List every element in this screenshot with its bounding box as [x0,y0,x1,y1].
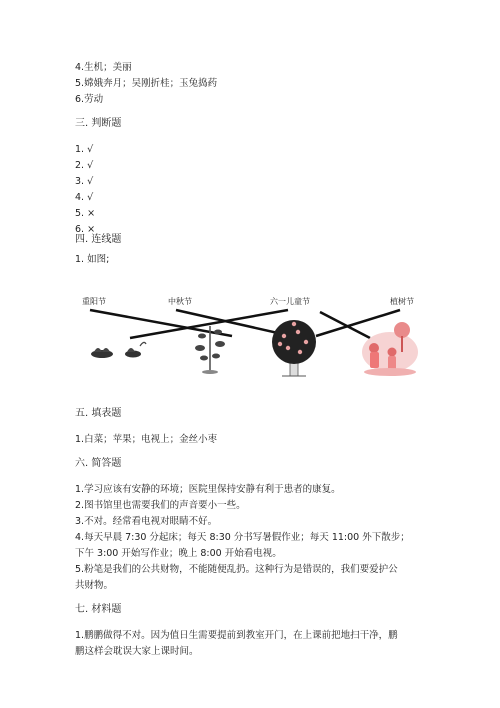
match-line [320,312,370,338]
answer-line: 共财物。 [75,580,114,591]
matching-diagram [70,290,430,390]
label-zhongqiu: 中秋节 [168,297,192,306]
match-line [130,310,288,338]
answer-line: 4.生机；美丽 [75,62,132,73]
answer-line: 1.白菜；苹果；电视上；金丝小枣 [75,434,218,445]
answer-line: 6. × [75,224,96,235]
answer-line: 5.嫦娥奔月；吴刚折桂；玉兔捣药 [75,78,218,89]
answer-line: 下午 3:00 开始写作业；晚上 8:00 开始看电视。 [75,548,282,559]
answer-line: 1. 如图; [75,254,110,265]
label-chongyang: 重阳节 [82,297,106,306]
section-heading: 三. 判断题 [75,118,122,129]
answer-line: 1. √ [75,144,94,155]
plant-picture [195,326,225,374]
boat-picture [91,342,146,358]
answer-line: 1.学习应该有安静的环境；医院里保持安静有利于患者的康复。 [75,484,341,495]
answer-line: 6.劳动 [75,94,104,105]
section-heading: 四. 连线题 [75,234,122,245]
planting-picture [362,322,418,376]
answer-line: 1.鹏鹏做得不对。因为值日生需要提前到教室开门，在上课前把地扫干净，鹏 [75,630,398,641]
answer-line: 3. √ [75,176,94,187]
answer-line: 5.粉笔是我们的公共财物，不能随便乱扔。这种行为是错误的，我们要爱护公 [75,564,398,575]
label-zhishu: 植树节 [390,297,414,306]
answer-line: 鹏这样会耽误大家上课时间。 [75,646,199,657]
answer-line: 2.图书馆里也需要我们的声音要小一些。 [75,500,246,511]
answer-line: 2. √ [75,160,94,171]
answer-line: 4. √ [75,192,94,203]
section-heading: 六. 简答题 [75,458,122,469]
answer-line: 3.不对。经常看电视对眼睛不好。 [75,516,218,527]
answer-line: 5. × [75,208,96,219]
label-ertong: 六一儿童节 [270,297,310,306]
section-heading: 七. 材料题 [75,604,122,615]
matching-diagram-svg [70,290,430,390]
fruit-tree-picture [272,320,316,376]
section-heading: 五. 填表题 [75,408,122,419]
answer-line: 4.每天早晨 7:30 分起床；每天 8:30 分书写暑假作业；每天 11:00 外下散步； [75,532,410,543]
